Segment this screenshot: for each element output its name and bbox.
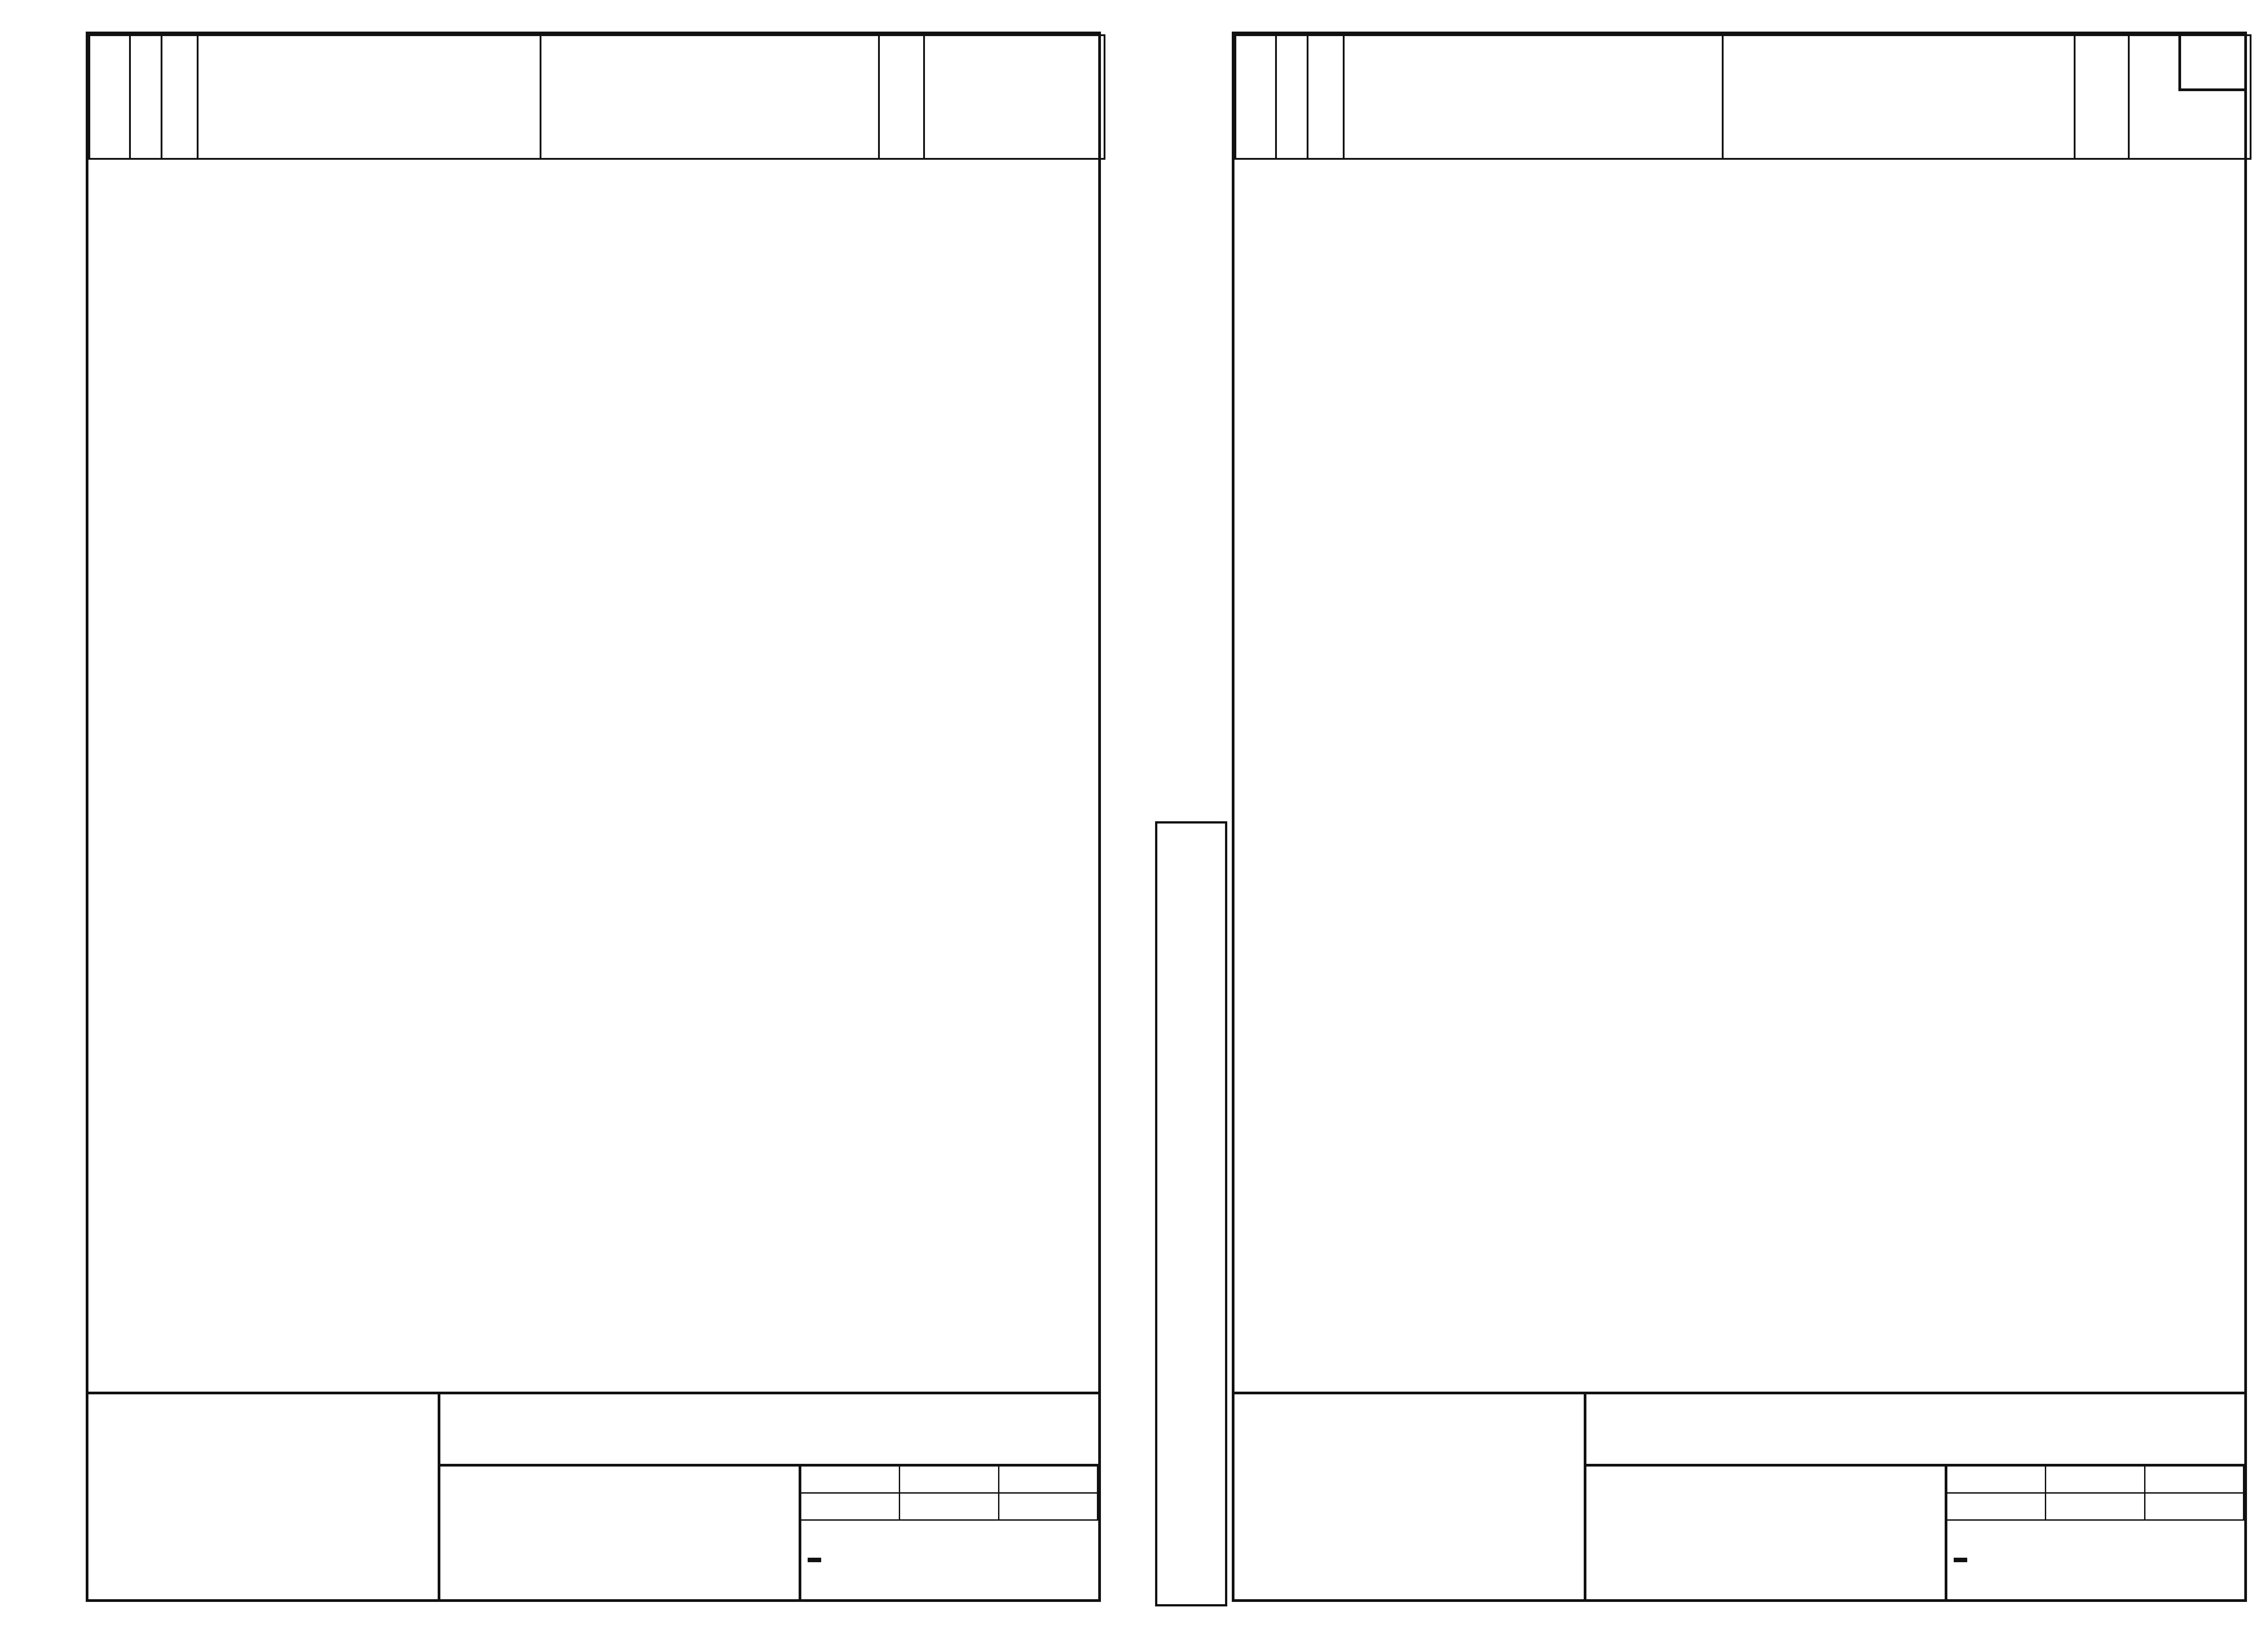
series-label <box>1146 135 1200 776</box>
signature-grid <box>1234 1394 1586 1599</box>
lit-values <box>1947 1494 2244 1521</box>
institute-logo <box>808 1558 821 1562</box>
col-zone <box>130 35 162 159</box>
archive-stamp <box>1155 821 1227 1606</box>
col-designation <box>1344 35 1723 159</box>
drawing-code <box>440 1394 1098 1467</box>
col-name <box>541 35 879 159</box>
organization <box>801 1521 1098 1599</box>
col-format <box>1235 35 1276 159</box>
drawing-code <box>1586 1394 2244 1467</box>
organization <box>1947 1521 2244 1599</box>
col-name <box>1723 35 2075 159</box>
col-qty <box>879 35 924 159</box>
col-zone <box>1276 35 1308 159</box>
spec-table-right <box>1234 34 2251 160</box>
col-pos <box>162 35 198 159</box>
lit-values <box>801 1494 1098 1521</box>
col-pos <box>1308 35 1344 159</box>
spec-sheet-left <box>86 32 1101 1602</box>
col-format <box>89 35 130 159</box>
lit-header <box>1947 1467 2244 1494</box>
spec-table-left <box>88 34 1105 160</box>
col-note <box>924 35 1105 159</box>
institute-logo <box>1954 1558 1967 1562</box>
col-blank <box>2129 35 2251 159</box>
drawing-name <box>1586 1467 1947 1599</box>
spec-sheet-right <box>1232 32 2247 1602</box>
lit-header <box>801 1467 1098 1494</box>
title-block-right <box>1234 1392 2244 1599</box>
col-qty <box>2075 35 2129 159</box>
drawing-name <box>440 1467 801 1599</box>
title-block-left <box>88 1392 1098 1599</box>
col-designation <box>198 35 541 159</box>
signature-grid <box>88 1394 440 1599</box>
